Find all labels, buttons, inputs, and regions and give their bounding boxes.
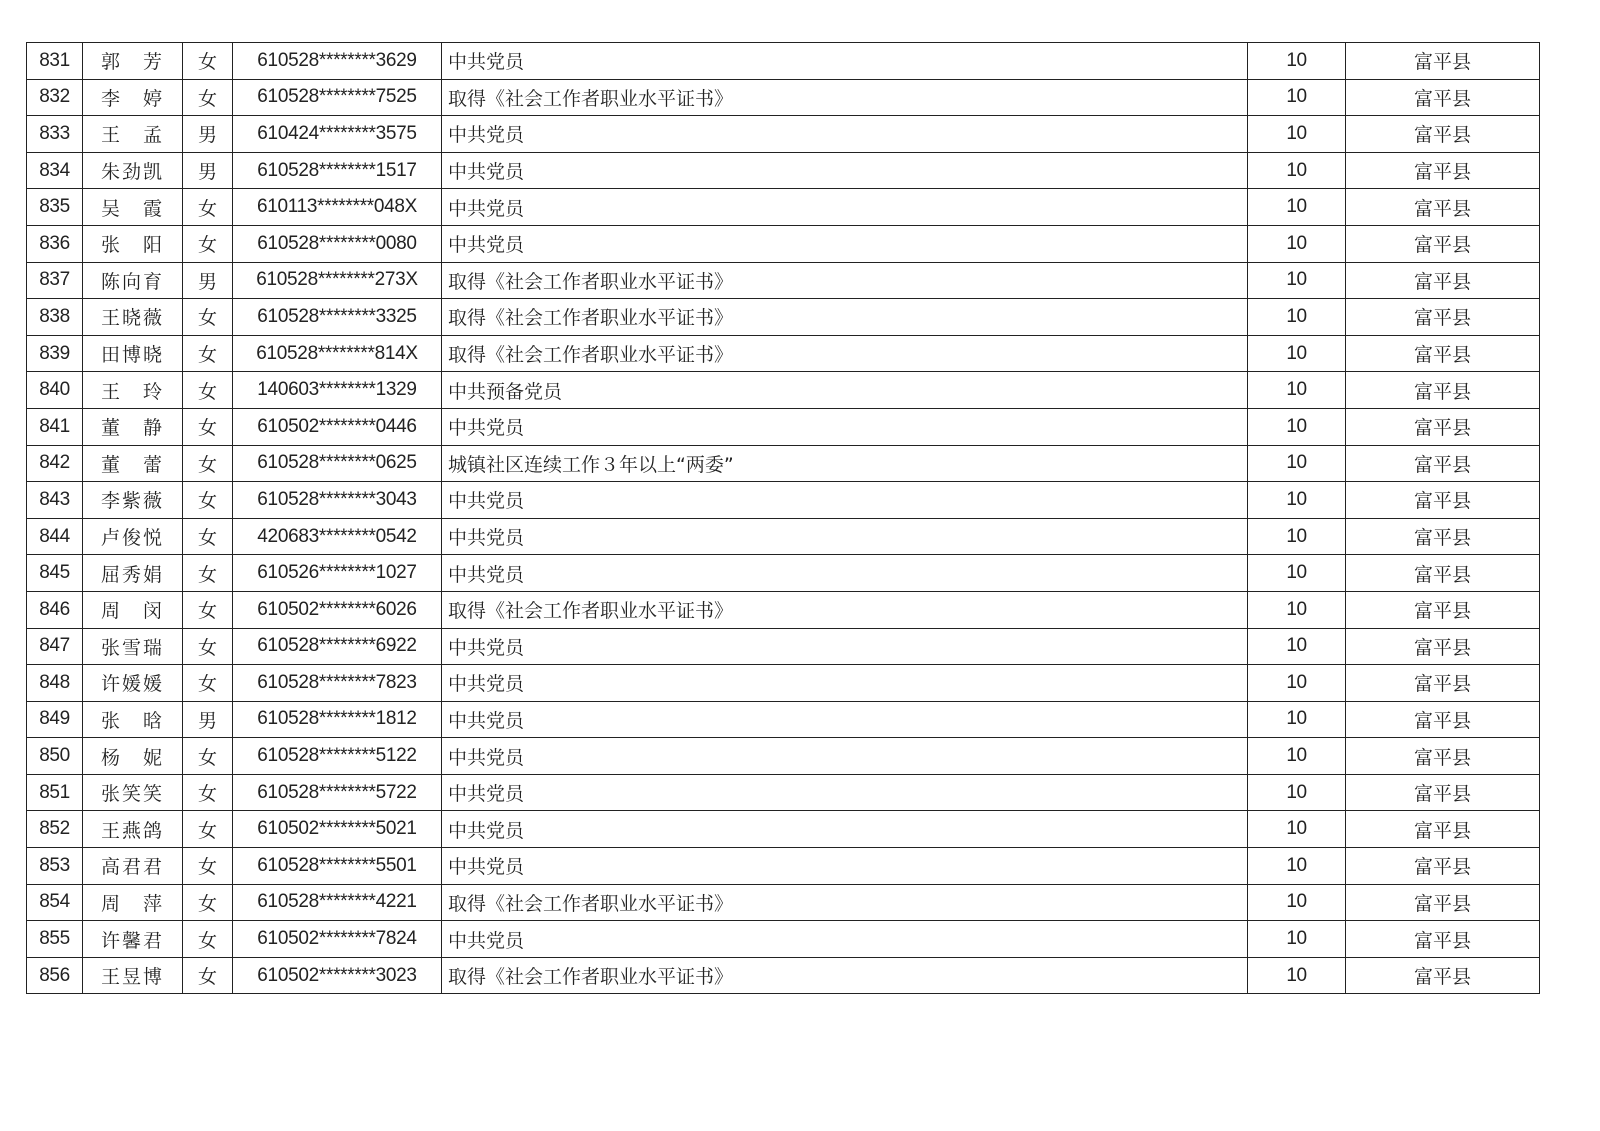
county-cell: 富平县 bbox=[1346, 555, 1540, 592]
score-cell: 10 bbox=[1248, 665, 1346, 702]
qualification-cell: 中共党员 bbox=[442, 518, 1248, 555]
qualification-cell: 中共党员 bbox=[442, 408, 1248, 445]
county-cell: 富平县 bbox=[1346, 591, 1540, 628]
id-number-cell: 610502********6026 bbox=[233, 591, 442, 628]
name-cell: 张雪瑞 bbox=[83, 628, 183, 665]
id-number-cell: 610113********048X bbox=[233, 189, 442, 226]
score-cell: 10 bbox=[1248, 299, 1346, 336]
qualification-cell: 中共党员 bbox=[442, 43, 1248, 80]
gender-cell: 女 bbox=[183, 189, 233, 226]
row-number-cell: 842 bbox=[27, 445, 83, 482]
table-row bbox=[27, 408, 1540, 445]
county-cell: 富平县 bbox=[1346, 774, 1540, 811]
id-number-cell: 610528********3043 bbox=[233, 482, 442, 519]
name-cell: 王昱博 bbox=[83, 957, 183, 994]
name-cell: 王晓薇 bbox=[83, 299, 183, 336]
county-cell: 富平县 bbox=[1346, 116, 1540, 153]
table-row bbox=[27, 262, 1540, 299]
name-cell: 吴 霞 bbox=[83, 189, 183, 226]
score-cell: 10 bbox=[1248, 555, 1346, 592]
id-number-cell: 610502********0446 bbox=[233, 408, 442, 445]
row-number-cell: 854 bbox=[27, 884, 83, 921]
qualification-cell: 取得《社会工作者职业水平证书》 bbox=[442, 299, 1248, 336]
qualification-cell: 中共党员 bbox=[442, 482, 1248, 519]
id-number-cell: 610528********3629 bbox=[233, 43, 442, 80]
row-number-cell: 835 bbox=[27, 189, 83, 226]
qualification-cell: 中共党员 bbox=[442, 774, 1248, 811]
id-number-cell: 610528********0625 bbox=[233, 445, 442, 482]
table-row bbox=[27, 482, 1540, 519]
gender-cell: 女 bbox=[183, 811, 233, 848]
gender-cell: 女 bbox=[183, 555, 233, 592]
id-number-cell: 610528********3325 bbox=[233, 299, 442, 336]
gender-cell: 女 bbox=[183, 299, 233, 336]
id-number-cell: 610502********3023 bbox=[233, 957, 442, 994]
score-cell: 10 bbox=[1248, 43, 1346, 80]
row-number-cell: 847 bbox=[27, 628, 83, 665]
name-cell: 许媛媛 bbox=[83, 665, 183, 702]
gender-cell: 女 bbox=[183, 408, 233, 445]
score-cell: 10 bbox=[1248, 774, 1346, 811]
score-cell: 10 bbox=[1248, 189, 1346, 226]
score-cell: 10 bbox=[1248, 116, 1346, 153]
name-cell: 张 晗 bbox=[83, 701, 183, 738]
row-number-cell: 832 bbox=[27, 79, 83, 116]
name-cell: 周 萍 bbox=[83, 884, 183, 921]
table-row bbox=[27, 445, 1540, 482]
gender-cell: 女 bbox=[183, 957, 233, 994]
qualification-cell: 取得《社会工作者职业水平证书》 bbox=[442, 957, 1248, 994]
id-number-cell: 610528********5501 bbox=[233, 848, 442, 885]
table-row bbox=[27, 43, 1540, 80]
gender-cell: 女 bbox=[183, 335, 233, 372]
county-cell: 富平县 bbox=[1346, 262, 1540, 299]
table-row bbox=[27, 921, 1540, 958]
county-cell: 富平县 bbox=[1346, 79, 1540, 116]
score-cell: 10 bbox=[1248, 408, 1346, 445]
score-cell: 10 bbox=[1248, 262, 1346, 299]
gender-cell: 女 bbox=[183, 591, 233, 628]
table-row bbox=[27, 518, 1540, 555]
id-number-cell: 610528********5722 bbox=[233, 774, 442, 811]
score-cell: 10 bbox=[1248, 372, 1346, 409]
qualification-cell: 取得《社会工作者职业水平证书》 bbox=[442, 884, 1248, 921]
qualification-cell: 中共党员 bbox=[442, 628, 1248, 665]
score-cell: 10 bbox=[1248, 152, 1346, 189]
table-row bbox=[27, 299, 1540, 336]
name-cell: 屈秀娟 bbox=[83, 555, 183, 592]
name-cell: 董 静 bbox=[83, 408, 183, 445]
qualification-cell: 中共党员 bbox=[442, 848, 1248, 885]
county-cell: 富平县 bbox=[1346, 957, 1540, 994]
id-number-cell: 610424********3575 bbox=[233, 116, 442, 153]
roster-table-container bbox=[26, 42, 1539, 994]
name-cell: 李 婷 bbox=[83, 79, 183, 116]
county-cell: 富平县 bbox=[1346, 738, 1540, 775]
row-number-cell: 853 bbox=[27, 848, 83, 885]
gender-cell: 男 bbox=[183, 262, 233, 299]
row-number-cell: 840 bbox=[27, 372, 83, 409]
gender-cell: 女 bbox=[183, 628, 233, 665]
row-number-cell: 831 bbox=[27, 43, 83, 80]
county-cell: 富平县 bbox=[1346, 701, 1540, 738]
qualification-cell: 中共预备党员 bbox=[442, 372, 1248, 409]
county-cell: 富平县 bbox=[1346, 335, 1540, 372]
id-number-cell: 610528********814X bbox=[233, 335, 442, 372]
name-cell: 王 玲 bbox=[83, 372, 183, 409]
gender-cell: 女 bbox=[183, 665, 233, 702]
name-cell: 周 闵 bbox=[83, 591, 183, 628]
row-number-cell: 834 bbox=[27, 152, 83, 189]
table-row bbox=[27, 79, 1540, 116]
score-cell: 10 bbox=[1248, 79, 1346, 116]
name-cell: 陈向育 bbox=[83, 262, 183, 299]
table-row bbox=[27, 225, 1540, 262]
qualification-cell: 取得《社会工作者职业水平证书》 bbox=[442, 591, 1248, 628]
row-number-cell: 833 bbox=[27, 116, 83, 153]
score-cell: 10 bbox=[1248, 701, 1346, 738]
qualification-cell: 中共党员 bbox=[442, 921, 1248, 958]
id-number-cell: 610528********4221 bbox=[233, 884, 442, 921]
id-number-cell: 610528********1517 bbox=[233, 152, 442, 189]
county-cell: 富平县 bbox=[1346, 665, 1540, 702]
table-row bbox=[27, 591, 1540, 628]
score-cell: 10 bbox=[1248, 628, 1346, 665]
gender-cell: 女 bbox=[183, 848, 233, 885]
score-cell: 10 bbox=[1248, 445, 1346, 482]
row-number-cell: 849 bbox=[27, 701, 83, 738]
name-cell: 许馨君 bbox=[83, 921, 183, 958]
row-number-cell: 838 bbox=[27, 299, 83, 336]
qualification-cell: 中共党员 bbox=[442, 738, 1248, 775]
table-row bbox=[27, 116, 1540, 153]
score-cell: 10 bbox=[1248, 957, 1346, 994]
row-number-cell: 855 bbox=[27, 921, 83, 958]
score-cell: 10 bbox=[1248, 884, 1346, 921]
gender-cell: 女 bbox=[183, 518, 233, 555]
row-number-cell: 856 bbox=[27, 957, 83, 994]
county-cell: 富平县 bbox=[1346, 225, 1540, 262]
county-cell: 富平县 bbox=[1346, 518, 1540, 555]
score-cell: 10 bbox=[1248, 738, 1346, 775]
county-cell: 富平县 bbox=[1346, 189, 1540, 226]
gender-cell: 女 bbox=[183, 79, 233, 116]
name-cell: 董 蕾 bbox=[83, 445, 183, 482]
id-number-cell: 610528********273X bbox=[233, 262, 442, 299]
id-number-cell: 610528********6922 bbox=[233, 628, 442, 665]
name-cell: 郭 芳 bbox=[83, 43, 183, 80]
id-number-cell: 140603********1329 bbox=[233, 372, 442, 409]
table-row bbox=[27, 848, 1540, 885]
score-cell: 10 bbox=[1248, 921, 1346, 958]
row-number-cell: 836 bbox=[27, 225, 83, 262]
score-cell: 10 bbox=[1248, 811, 1346, 848]
table-row bbox=[27, 884, 1540, 921]
table-row bbox=[27, 555, 1540, 592]
table-row bbox=[27, 665, 1540, 702]
table-row bbox=[27, 811, 1540, 848]
score-cell: 10 bbox=[1248, 591, 1346, 628]
gender-cell: 男 bbox=[183, 152, 233, 189]
county-cell: 富平县 bbox=[1346, 884, 1540, 921]
qualification-cell: 取得《社会工作者职业水平证书》 bbox=[442, 79, 1248, 116]
id-number-cell: 610528********0080 bbox=[233, 225, 442, 262]
id-number-cell: 610502********5021 bbox=[233, 811, 442, 848]
table-row bbox=[27, 335, 1540, 372]
gender-cell: 男 bbox=[183, 116, 233, 153]
table-row bbox=[27, 774, 1540, 811]
name-cell: 杨 妮 bbox=[83, 738, 183, 775]
table-row bbox=[27, 372, 1540, 409]
name-cell: 王燕鸽 bbox=[83, 811, 183, 848]
gender-cell: 女 bbox=[183, 43, 233, 80]
table-row bbox=[27, 738, 1540, 775]
qualification-cell: 中共党员 bbox=[442, 189, 1248, 226]
gender-cell: 女 bbox=[183, 774, 233, 811]
name-cell: 张 阳 bbox=[83, 225, 183, 262]
gender-cell: 女 bbox=[183, 482, 233, 519]
county-cell: 富平县 bbox=[1346, 482, 1540, 519]
name-cell: 张笑笑 bbox=[83, 774, 183, 811]
id-number-cell: 420683********0542 bbox=[233, 518, 442, 555]
qualification-cell: 中共党员 bbox=[442, 152, 1248, 189]
qualification-cell: 取得《社会工作者职业水平证书》 bbox=[442, 335, 1248, 372]
qualification-cell: 中共党员 bbox=[442, 555, 1248, 592]
gender-cell: 女 bbox=[183, 921, 233, 958]
score-cell: 10 bbox=[1248, 335, 1346, 372]
row-number-cell: 843 bbox=[27, 482, 83, 519]
gender-cell: 女 bbox=[183, 445, 233, 482]
name-cell: 卢俊悦 bbox=[83, 518, 183, 555]
table-row bbox=[27, 152, 1540, 189]
gender-cell: 女 bbox=[183, 225, 233, 262]
name-cell: 高君君 bbox=[83, 848, 183, 885]
row-number-cell: 844 bbox=[27, 518, 83, 555]
name-cell: 王 孟 bbox=[83, 116, 183, 153]
qualification-cell: 中共党员 bbox=[442, 225, 1248, 262]
score-cell: 10 bbox=[1248, 518, 1346, 555]
row-number-cell: 848 bbox=[27, 665, 83, 702]
county-cell: 富平县 bbox=[1346, 152, 1540, 189]
qualification-cell: 中共党员 bbox=[442, 665, 1248, 702]
table-row bbox=[27, 628, 1540, 665]
county-cell: 富平县 bbox=[1346, 921, 1540, 958]
id-number-cell: 610528********7823 bbox=[233, 665, 442, 702]
county-cell: 富平县 bbox=[1346, 408, 1540, 445]
gender-cell: 女 bbox=[183, 372, 233, 409]
row-number-cell: 845 bbox=[27, 555, 83, 592]
gender-cell: 男 bbox=[183, 701, 233, 738]
table-row bbox=[27, 189, 1540, 226]
score-cell: 10 bbox=[1248, 482, 1346, 519]
county-cell: 富平县 bbox=[1346, 299, 1540, 336]
roster-table bbox=[26, 42, 1540, 994]
row-number-cell: 852 bbox=[27, 811, 83, 848]
qualification-cell: 中共党员 bbox=[442, 701, 1248, 738]
name-cell: 田博晓 bbox=[83, 335, 183, 372]
qualification-cell: 中共党员 bbox=[442, 116, 1248, 153]
id-number-cell: 610528********7525 bbox=[233, 79, 442, 116]
county-cell: 富平县 bbox=[1346, 811, 1540, 848]
id-number-cell: 610526********1027 bbox=[233, 555, 442, 592]
table-row bbox=[27, 701, 1540, 738]
table-row bbox=[27, 957, 1540, 994]
county-cell: 富平县 bbox=[1346, 445, 1540, 482]
row-number-cell: 846 bbox=[27, 591, 83, 628]
score-cell: 10 bbox=[1248, 225, 1346, 262]
id-number-cell: 610528********1812 bbox=[233, 701, 442, 738]
qualification-cell: 城镇社区连续工作３年以上“两委” bbox=[442, 445, 1248, 482]
id-number-cell: 610502********7824 bbox=[233, 921, 442, 958]
name-cell: 朱劲凯 bbox=[83, 152, 183, 189]
county-cell: 富平县 bbox=[1346, 43, 1540, 80]
county-cell: 富平县 bbox=[1346, 628, 1540, 665]
row-number-cell: 841 bbox=[27, 408, 83, 445]
row-number-cell: 839 bbox=[27, 335, 83, 372]
roster-table-body bbox=[27, 43, 1540, 994]
qualification-cell: 取得《社会工作者职业水平证书》 bbox=[442, 262, 1248, 299]
gender-cell: 女 bbox=[183, 738, 233, 775]
row-number-cell: 837 bbox=[27, 262, 83, 299]
name-cell: 李紫薇 bbox=[83, 482, 183, 519]
qualification-cell: 中共党员 bbox=[442, 811, 1248, 848]
county-cell: 富平县 bbox=[1346, 848, 1540, 885]
row-number-cell: 850 bbox=[27, 738, 83, 775]
score-cell: 10 bbox=[1248, 848, 1346, 885]
gender-cell: 女 bbox=[183, 884, 233, 921]
row-number-cell: 851 bbox=[27, 774, 83, 811]
id-number-cell: 610528********5122 bbox=[233, 738, 442, 775]
county-cell: 富平县 bbox=[1346, 372, 1540, 409]
